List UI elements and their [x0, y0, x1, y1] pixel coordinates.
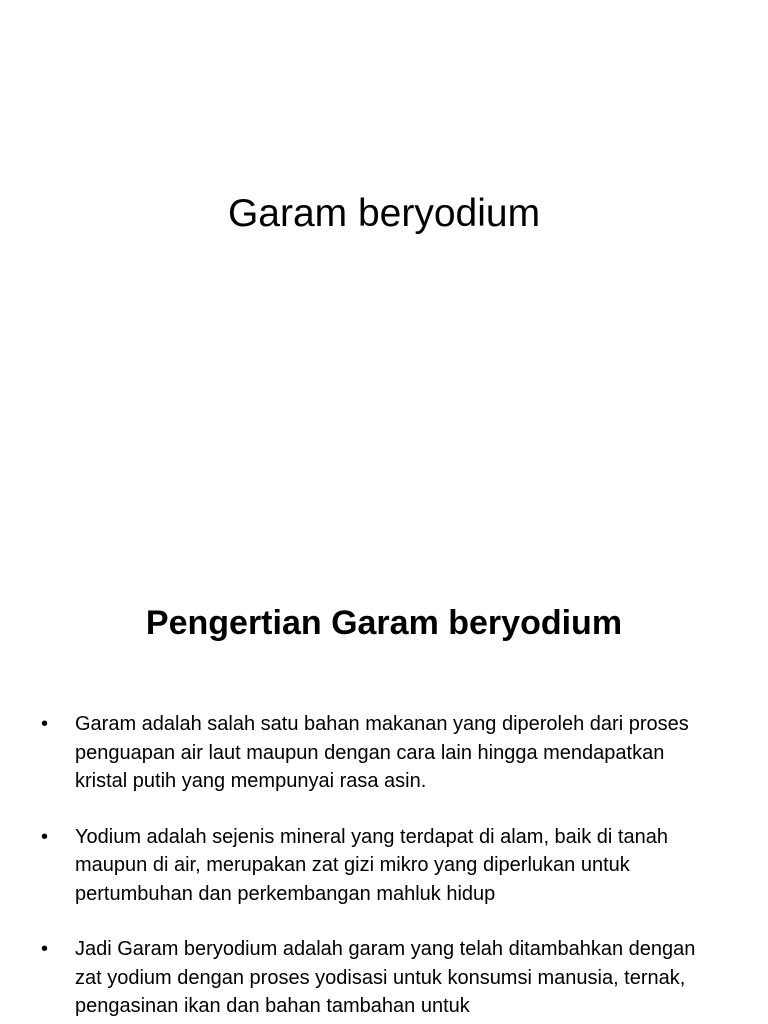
bullet-text: Yodium adalah sejenis mineral yang terdapat di alam, baik di tanah maupun di air, merupakan zat gizi mikro yang diperlukan untuk pertumbuhan dan perkembangan mahluk hidup	[75, 825, 668, 905]
bullet-item	[38, 935, 698, 1021]
bullet-text: Garam adalah salah satu bahan makanan yang diperoleh dari proses penguapan air laut maupun dengan cara lain hingga mendapatkan kristal putih yang mempunyai rasa asin.	[75, 713, 689, 792]
bullet-point-icon: •	[41, 713, 49, 735]
bullet-text: Jadi Garam beryodium adalah garam yang telah ditambahkan dengan zat yodium dengan proses yodisasi untuk konsumsi manusia, ternak, pengasinan ikan dan bahan tambahan untuk	[75, 938, 696, 1017]
bullet-point-icon: •	[41, 825, 49, 848]
content-slide	[0, 540, 768, 1024]
slide-heading: Pengertian Garam beryodium	[145, 604, 623, 642]
slide-title: Garam beryodium	[227, 192, 541, 235]
bullet-item	[38, 710, 698, 796]
bullet-list	[38, 710, 698, 1024]
bullet-point-icon: •	[41, 938, 49, 960]
bullet-item	[38, 823, 698, 909]
